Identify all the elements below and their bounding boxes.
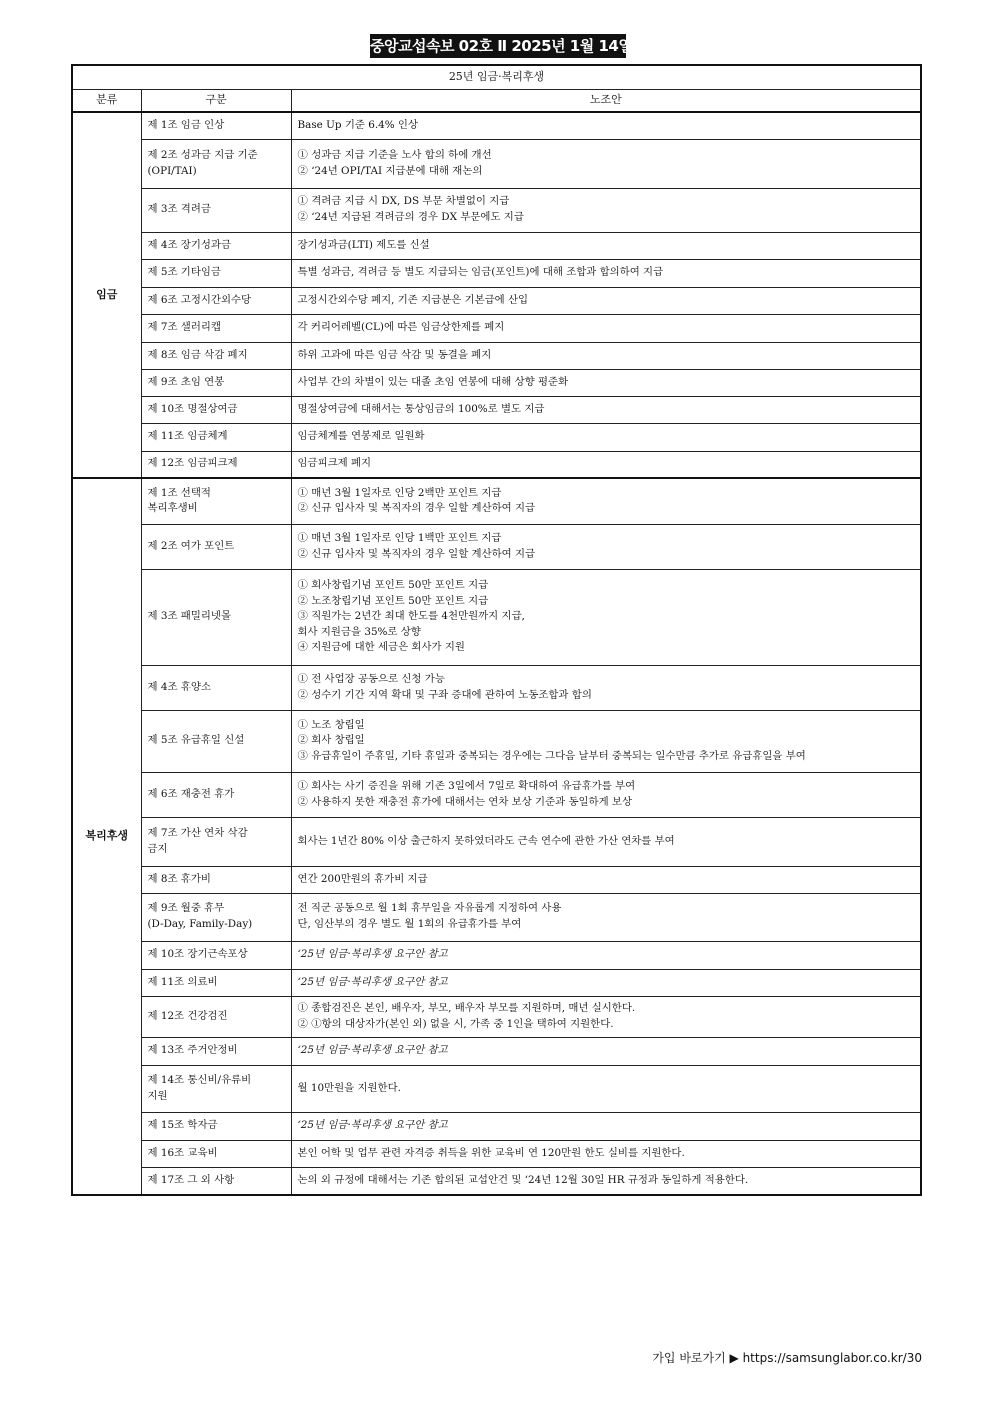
proposal-line: ① 회사창립기념 포인트 50만 포인트 지급 [297, 578, 489, 591]
item-line: 제 9조 초임 연봉 [147, 375, 225, 388]
proposal-line: 명절상여금에 대해서는 통상임금의 100%로 별도 지급 [297, 402, 545, 415]
proposal-cell [291, 941, 921, 969]
proposal-line: ‘25년 임금·복리후생 요구안 참고 [297, 975, 448, 988]
table-row [72, 893, 921, 941]
item-cell [141, 1037, 291, 1065]
item-line: 제 3조 격려금 [147, 203, 211, 216]
proposal-cell [291, 772, 921, 817]
item-cell [141, 866, 291, 893]
proposal-line: ‘25년 임금·복리후생 요구안 참고 [297, 948, 448, 961]
item-line: 제 9조 월중 휴무 [147, 902, 225, 915]
item-cell [141, 369, 291, 396]
table-row [72, 569, 921, 665]
table-row [72, 817, 921, 866]
table-title: 25년 임금·복리후생 [72, 65, 921, 90]
proposal-line: 본인 어학 및 업무 관련 자격증 취득을 위한 교육비 연 120만원 한도 실비를 지원한다. [297, 1146, 685, 1159]
proposal-cell [291, 232, 921, 259]
table-row [72, 232, 921, 259]
item-cell [141, 1065, 291, 1112]
table-row [72, 287, 921, 314]
item-cell [141, 423, 291, 451]
table-row [72, 1140, 921, 1167]
proposal-cell [291, 396, 921, 423]
item-line: 제 11조 의료비 [147, 975, 218, 988]
proposal-line: ② ‘24년 지급된 격려금의 경우 DX 부문에도 지급 [297, 211, 524, 223]
item-cell [141, 232, 291, 259]
proposal-cell [291, 314, 921, 342]
proposal-cell [291, 259, 921, 287]
item-cell [141, 1140, 291, 1167]
item-line: 금지 [147, 842, 168, 855]
proposal-line: ① 매년 3월 1일자로 인당 1백만 포인트 지급 [297, 531, 502, 544]
item-line: 제 1조 임금 인상 [147, 118, 225, 131]
table-row [72, 1065, 921, 1112]
item-line: 제 2조 여가 포인트 [147, 539, 235, 552]
proposal-cell [291, 478, 921, 524]
category-cell: 임금 [72, 112, 141, 478]
column-header-category: 분류 [72, 90, 141, 113]
item-line: 제 13조 주거안정비 [147, 1044, 238, 1057]
proposal-cell [291, 342, 921, 369]
page-header: 중앙교섭속보 02호 Ⅱ 2025년 1월 14일 [370, 34, 626, 58]
item-cell [141, 524, 291, 569]
table-row [72, 710, 921, 772]
proposal-line: 회사 지원금을 35%로 상향 [297, 625, 421, 638]
item-line: 제 15조 학자금 [147, 1119, 218, 1132]
item-cell [141, 1112, 291, 1140]
proposal-line: ② 노조창립기념 포인트 50만 포인트 지급 [297, 594, 489, 607]
item-line: 제 10조 명절상여금 [147, 402, 238, 415]
proposal-cell [291, 1065, 921, 1112]
item-cell [141, 259, 291, 287]
table-row [72, 139, 921, 188]
item-line: 제 8조 휴가비 [147, 872, 211, 885]
item-line: (D-Day, Family-Day) [147, 918, 253, 930]
proposal-cell [291, 1167, 921, 1195]
item-line: 제 2조 성과금 지급 기준 [147, 148, 258, 161]
proposal-line: Base Up 기준 6.4% 인상 [297, 118, 418, 131]
item-cell [141, 941, 291, 969]
proposal-line: ① 매년 3월 1일자로 인당 2백만 포인트 지급 [297, 486, 502, 499]
table-row [72, 342, 921, 369]
table-row [72, 772, 921, 817]
item-line: 제 6조 고정시간외수당 [147, 293, 252, 306]
proposal-line: ‘25년 임금·복리후생 요구안 참고 [297, 1119, 448, 1132]
proposal-cell [291, 866, 921, 893]
item-line: 지원 [147, 1089, 168, 1102]
item-line: 제 16조 교육비 [147, 1146, 218, 1159]
item-cell [141, 969, 291, 996]
proposal-line: ① 회사는 사기 증진을 위해 기존 3일에서 7일로 확대하여 유급휴가를 부여 [297, 779, 636, 792]
proposal-line: 회사는 1년간 80% 이상 출근하지 못하였더라도 근속 연수에 관한 가산 연차를 부여 [297, 834, 675, 847]
proposal-line: 장기성과금(LTI) 제도를 신설 [297, 238, 430, 251]
proposal-line: ③ 직원가는 2년간 최대 한도를 4천만원까지 지급, [297, 610, 525, 623]
table-row [72, 524, 921, 569]
table-body [72, 112, 921, 1195]
proposal-line: ② 성수기 기간 지역 확대 및 구좌 증대에 관하여 노동조합과 합의 [297, 688, 592, 701]
item-line: 제 5조 기타임금 [147, 266, 221, 279]
item-cell [141, 665, 291, 710]
proposal-line: 임금피크제 폐지 [297, 457, 372, 470]
column-header-item: 구분 [141, 90, 291, 113]
table-row [72, 423, 921, 451]
proposal-line: 단, 임산부의 경우 별도 월 1회의 유급휴가를 부여 [297, 918, 522, 930]
item-cell [141, 710, 291, 772]
table-row [72, 969, 921, 996]
item-cell [141, 188, 291, 232]
proposal-line: ① 종합검진은 본인, 배우자, 부모, 배우자 부모를 지원하며, 매년 실시한다. [297, 1001, 636, 1014]
table-row [72, 188, 921, 232]
table-row [72, 369, 921, 396]
proposal-line: ② ①항의 대상자가(본인 외) 없을 시, 가족 중 1인을 택하여 지원한다. [297, 1017, 614, 1030]
proposal-line: 연간 200만원의 휴가비 지급 [297, 872, 428, 885]
proposal-line: ④ 지원금에 대한 세금은 회사가 지원 [297, 641, 465, 654]
proposal-line: ‘25년 임금·복리후생 요구안 참고 [297, 1044, 448, 1057]
item-line: 제 17조 그 외 사항 [147, 1173, 235, 1186]
item-cell [141, 1167, 291, 1195]
proposal-cell [291, 451, 921, 478]
proposal-line: 하위 고과에 따른 임금 삭감 및 동결을 폐지 [297, 348, 492, 361]
proposal-line: 전 직군 공동으로 월 1회 휴무일을 자유롭게 지정하여 사용 [297, 902, 562, 915]
item-cell [141, 287, 291, 314]
proposal-cell [291, 1037, 921, 1065]
item-line: (OPI/TAI) [147, 164, 197, 177]
table-row [72, 259, 921, 287]
table-row [72, 451, 921, 478]
item-cell [141, 112, 291, 139]
proposal-cell [291, 969, 921, 996]
item-line: 제 7조 샐러리캡 [147, 321, 221, 334]
table-row [72, 1112, 921, 1140]
table-row [72, 396, 921, 423]
item-line: 제 11조 임금체계 [147, 430, 228, 443]
column-header-proposal: 노조안 [291, 90, 921, 113]
proposal-line: ① 격려금 지급 시 DX, DS 부문 차별없이 지급 [297, 195, 510, 208]
proposal-cell [291, 817, 921, 866]
proposal-line: 월 10만원을 지원한다. [297, 1081, 401, 1094]
proposal-line: ② 회사 창립일 [297, 734, 365, 747]
item-line: 제 12조 임금피크제 [147, 457, 238, 470]
item-line: 제 4조 장기성과금 [147, 238, 231, 251]
table-row [72, 112, 921, 139]
proposal-cell [291, 1112, 921, 1140]
item-cell [141, 772, 291, 817]
proposal-cell [291, 893, 921, 941]
proposal-line: ② ‘24년 OPI/TAI 지급분에 대해 재논의 [297, 164, 483, 177]
item-cell [141, 817, 291, 866]
item-line: 제 12조 건강검진 [147, 1009, 228, 1022]
proposal-line: ① 전 사업장 공동으로 신청 가능 [297, 672, 445, 685]
proposal-line: 논의 외 규정에 대해서는 기존 합의된 교섭안건 및 ‘24년 12월 30일 HR 규정과 동일하게 적용한다. [297, 1173, 749, 1186]
proposal-line: 특별 성과금, 격려금 등 별도 지급되는 임금(포인트)에 대해 조합과 합의하여 지급 [297, 266, 664, 279]
proposal-cell [291, 710, 921, 772]
proposal-line: 고정시간외수당 폐지, 기존 지급분은 기본급에 산입 [297, 293, 529, 306]
table-row [72, 478, 921, 524]
proposal-line: 임금체계를 연봉제로 일원화 [297, 430, 425, 443]
proposal-table [71, 64, 922, 1196]
item-line: 제 3조 패밀리넷몰 [147, 610, 231, 623]
proposal-line: ② 사용하지 못한 재충전 휴가에 대해서는 연차 보상 기준과 동일하게 보상 [297, 795, 632, 808]
item-line: 제 1조 선택적 [147, 486, 211, 499]
item-line: 제 5조 유급휴일 신설 [147, 734, 245, 747]
table-row [72, 665, 921, 710]
proposal-cell [291, 665, 921, 710]
item-line: 제 6조 재충전 휴가 [147, 787, 235, 800]
item-cell [141, 342, 291, 369]
table-row [72, 996, 921, 1037]
proposal-cell [291, 139, 921, 188]
item-line: 제 8조 임금 삭감 폐지 [147, 348, 248, 361]
item-cell [141, 314, 291, 342]
item-line: 제 4조 휴양소 [147, 680, 211, 693]
item-cell [141, 478, 291, 524]
proposal-cell [291, 524, 921, 569]
proposal-line: ② 신규 입사자 및 복직자의 경우 일할 계산하여 지급 [297, 547, 536, 560]
table-row [72, 866, 921, 893]
proposal-cell [291, 569, 921, 665]
table-row [72, 314, 921, 342]
table-row [72, 1167, 921, 1195]
proposal-line: 각 커리어레벨(CL)에 따른 임금상한제를 폐지 [297, 321, 505, 334]
item-cell [141, 996, 291, 1037]
proposal-line: ② 신규 입사자 및 복직자의 경우 일할 계산하여 지급 [297, 502, 536, 515]
item-cell [141, 893, 291, 941]
item-line: 제 7조 가산 연차 삭감 [147, 826, 248, 839]
item-line: 제 14조 통신비/유류비 [147, 1073, 252, 1086]
proposal-line: ③ 유급휴일이 주휴일, 기타 휴일과 중복되는 경우에는 그다음 날부터 중복되는 일수만큼 추가로 유급휴일을 부여 [297, 749, 806, 762]
proposal-line: ① 노조 창립일 [297, 718, 365, 731]
proposal-cell [291, 423, 921, 451]
item-cell [141, 139, 291, 188]
item-cell [141, 569, 291, 665]
item-cell [141, 451, 291, 478]
item-cell [141, 396, 291, 423]
table-row [72, 1037, 921, 1065]
proposal-line: 사업부 간의 차별이 있는 대졸 초임 연봉에 대해 상향 평준화 [297, 375, 569, 388]
item-line: 복리후생비 [147, 502, 198, 515]
proposal-cell [291, 369, 921, 396]
proposal-cell [291, 188, 921, 232]
join-link[interactable]: 가입 바로가기 ▶ https://samsunglabor.co.kr/30 [652, 1351, 922, 1365]
proposal-cell [291, 287, 921, 314]
item-line: 제 10조 장기근속포상 [147, 948, 248, 961]
proposal-cell [291, 112, 921, 139]
proposal-line: ① 성과금 지급 기준을 노사 합의 하에 개선 [297, 148, 492, 161]
proposal-cell [291, 996, 921, 1037]
category-cell: 복리후생 [72, 478, 141, 1195]
table-row [72, 941, 921, 969]
proposal-cell [291, 1140, 921, 1167]
